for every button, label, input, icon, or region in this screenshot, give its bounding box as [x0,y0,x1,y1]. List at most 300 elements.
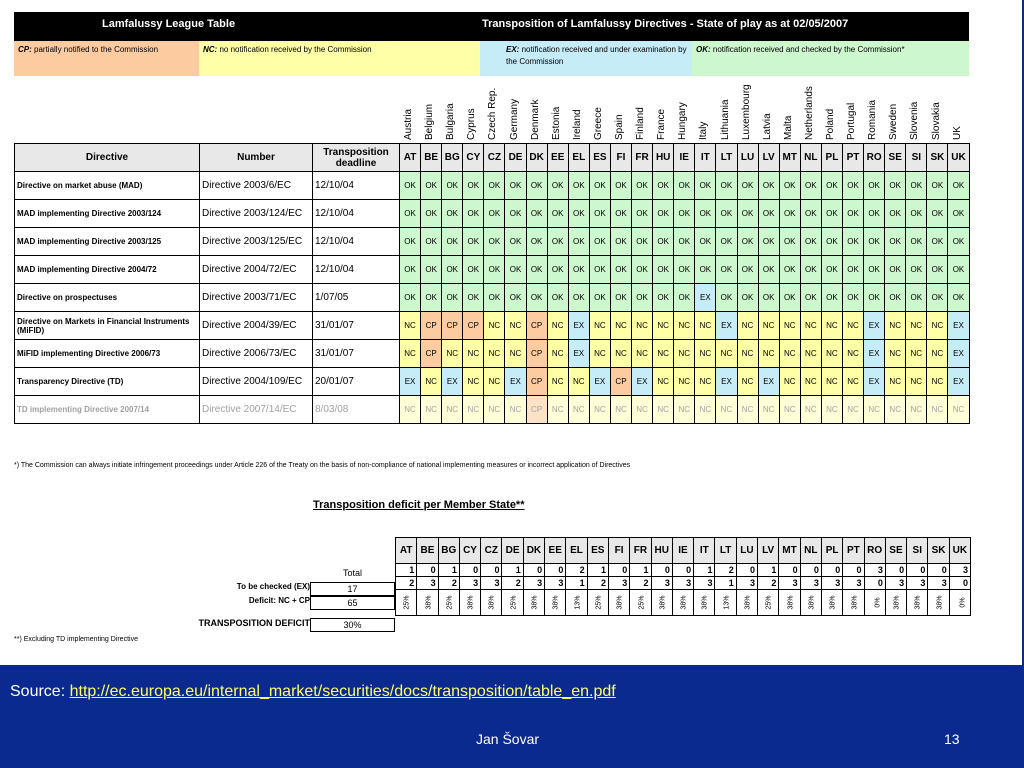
transposition-deadline: 1/07/05 [313,284,400,312]
status-cell: NC [800,312,821,340]
deficit-code: BG [438,538,459,564]
deficit-cell: 3 [928,577,949,590]
status-cell: NC [842,312,863,340]
deficit-cell: 3 [417,577,438,590]
status-cell: NC [653,368,674,396]
status-cell: OK [864,172,885,200]
status-cell: OK [610,228,631,256]
status-cell: NC [927,396,948,424]
directive-number: Directive 2003/125/EC [200,228,313,256]
status-cell: CP [610,368,631,396]
status-cell: OK [948,228,969,256]
deficit-cell: 3 [481,577,502,590]
status-cell: NC [632,340,653,368]
status-cell: NC [906,368,927,396]
deficit-code: DK [523,538,544,564]
status-cell: OK [505,284,526,312]
status-cell: OK [421,228,442,256]
status-cell: OK [906,172,927,200]
deficit-cell: 2 [396,577,417,590]
deficit-cell: 3 [864,564,885,577]
deficit-cell: 0 [672,564,693,577]
deficit-label: Deficit: NC + CP [248,596,310,605]
status-cell: OK [737,256,758,284]
status-cell: OK [526,228,547,256]
status-cell: NC [842,340,863,368]
footnote-excluding: **) Excluding TD implementing Directive [14,636,138,643]
deficit-table [395,537,971,616]
status-cell: OK [463,256,484,284]
directive-number: Directive 2004/39/EC [200,312,313,340]
deficit-code: IT [694,538,715,564]
status-cell: OK [821,228,842,256]
status-cell: NC [864,396,885,424]
transposition-deadline: 12/10/04 [313,256,400,284]
status-cell: NC [674,396,695,424]
deficit-code: CZ [481,538,502,564]
deficit-cell: 38% [545,590,566,616]
status-cell: OK [589,172,610,200]
deficit-cell: 1 [715,577,736,590]
directive-name: Directive on Markets in Financial Instruments (MiFID) [15,312,200,340]
directive-name: Directive on prospectuses [15,284,200,312]
deficit-cell: 25% [502,590,523,616]
source-link[interactable]: http://ec.europa.eu/internal_market/securities/docs/transposition/table_en.pdf [69,683,616,700]
deficit-total: 30% [310,618,395,632]
status-cell: NC [885,340,906,368]
status-cell: NC [674,340,695,368]
directive-name: MAD implementing Directive 2003/125 [15,228,200,256]
deficit-code: FI [608,538,629,564]
status-cell: EX [568,340,589,368]
deficit-cell: 38% [821,590,842,616]
status-cell: NC [610,340,631,368]
status-cell: OK [885,284,906,312]
legend-cp: CP: partially notified to the Commission [14,41,199,76]
table-row [15,396,970,424]
status-cell: OK [568,172,589,200]
status-cell: OK [779,284,800,312]
deficit-cell: 38% [907,590,928,616]
status-cell: OK [758,172,779,200]
deficit-cell: 2 [587,577,608,590]
status-cell: OK [674,172,695,200]
status-cell: OK [547,228,568,256]
status-cell: NC [779,396,800,424]
country-code-ee: EE [547,144,568,172]
deficit-cell: 3 [694,577,715,590]
status-cell: OK [610,256,631,284]
status-cell: OK [737,200,758,228]
deficit-cell: 0 [736,564,757,577]
status-cell: OK [716,172,737,200]
deficit-cell: 3 [885,577,906,590]
country-code-cy: CY [463,144,484,172]
table-row [15,368,970,396]
page-number: 13 [944,731,960,747]
status-cell: OK [442,200,463,228]
country-name: Ireland [571,109,583,140]
deficit-cell: 2 [630,577,651,590]
status-cell: NC [632,312,653,340]
deficit-cell: 3 [736,577,757,590]
transposition-deadline: 12/10/04 [313,200,400,228]
country-code-pt: PT [842,144,863,172]
status-cell: OK [547,256,568,284]
status-cell: OK [906,200,927,228]
deficit-cell: 25% [587,590,608,616]
status-cell: NC [906,340,927,368]
directive-number: Directive 2007/14/EC [200,396,313,424]
status-cell: OK [885,172,906,200]
status-cell: CP [421,312,442,340]
status-cell: OK [906,284,927,312]
deficit-cell: 0 [907,564,928,577]
status-cell: OK [610,284,631,312]
deficit-cell: 0 [949,577,970,590]
status-cell: EX [758,368,779,396]
footnote-infringement: *) The Commission can always initiate infringement proceedings under Article 226 of the Treaty on the basis of non-compliance of national implementing measures or incorrect application of Directives [14,462,631,469]
status-cell: NC [737,368,758,396]
deficit-label: TRANSPOSITION DEFICIT [198,618,310,628]
status-cell: OK [758,200,779,228]
status-cell: OK [716,284,737,312]
status-cell: OK [442,256,463,284]
deficit-cell: 0 [821,564,842,577]
country-name: Belgium [424,103,436,140]
status-cell: OK [906,256,927,284]
status-cell: OK [421,284,442,312]
status-cell: OK [400,200,421,228]
status-cell: NC [589,340,610,368]
deficit-cell: 3 [949,564,970,577]
status-cell: OK [758,284,779,312]
deficit-cell: 1 [396,564,417,577]
status-cell: OK [547,284,568,312]
country-name: Poland [825,108,836,140]
col-number: Number [200,144,313,172]
status-cell: OK [653,200,674,228]
status-cell: OK [589,256,610,284]
country-name: Czech Rep. [487,87,499,140]
deficit-label: To be checked (EX) [236,582,310,591]
deficit-cell: 3 [608,577,629,590]
deficit-cell: 38% [608,590,629,616]
status-cell: OK [589,284,610,312]
deficit-code: AT [396,538,417,564]
deficit-cell: 38% [779,590,800,616]
status-cell: OK [547,172,568,200]
deficit-cell: 0% [864,590,885,616]
status-cell: NC [653,396,674,424]
status-cell: NC [442,396,463,424]
status-cell: EX [442,368,463,396]
status-cell: OK [632,284,653,312]
legend-nc: NC: no notification received by the Commission [199,41,480,76]
status-cell: OK [948,172,969,200]
status-cell: NC [463,340,484,368]
status-cell: OK [716,228,737,256]
country-name: Portugal [846,102,858,140]
status-cell: NC [484,368,505,396]
country-code-uk: UK [948,144,969,172]
status-cell: NC [547,312,568,340]
status-cell: NC [716,340,737,368]
status-cell: OK [927,256,948,284]
status-cell: CP [526,340,547,368]
status-cell: NC [547,340,568,368]
status-cell: OK [632,228,653,256]
status-cell: NC [505,312,526,340]
country-name: Latvia [761,113,773,140]
country-name: Greece [592,107,604,140]
deficit-cell: 38% [459,590,480,616]
country-name: Hungary [677,102,689,140]
status-cell: OK [568,228,589,256]
deficit-total-header: Total [342,568,362,578]
directive-number: Directive 2003/6/EC [200,172,313,200]
deficit-cell: 25% [630,590,651,616]
status-cell: NC [842,396,863,424]
deficit-cell: 25% [396,590,417,616]
deficit-code: ES [587,538,608,564]
status-cell: OK [821,256,842,284]
deficit-total: 17 [310,582,395,596]
deficit-cell: 0 [928,564,949,577]
status-cell: NC [589,312,610,340]
status-cell: NC [948,396,969,424]
status-cell: OK [716,200,737,228]
status-cell: OK [421,200,442,228]
table-row [15,312,970,340]
status-cell: OK [400,228,421,256]
status-cell: OK [463,200,484,228]
status-cell: OK [505,256,526,284]
status-cell: NC [421,368,442,396]
country-name: Luxembourg [740,84,752,140]
deficit-code: NL [800,538,821,564]
deficit-cell: 0 [843,564,864,577]
status-cell: OK [505,228,526,256]
country-name: Denmark [529,99,541,140]
status-cell: NC [906,396,927,424]
status-cell: NC [547,396,568,424]
deficit-cell: 0 [651,564,672,577]
status-cell: OK [674,228,695,256]
deficit-cell: 0 [800,564,821,577]
deficit-code: HU [651,538,672,564]
deficit-cell: 1 [758,564,779,577]
directive-name: Directive on market abuse (MAD) [15,172,200,200]
deficit-cell: 38% [885,590,906,616]
status-cell: OK [526,256,547,284]
deficit-total: 65 [310,596,395,610]
status-cell: OK [526,200,547,228]
country-name: Austria [403,108,414,140]
status-cell: OK [800,228,821,256]
country-name: Slovakia [930,102,942,140]
status-cell: EX [716,312,737,340]
deficit-cell: 0 [459,564,480,577]
country-name: France [656,108,668,140]
status-cell: OK [632,172,653,200]
status-cell: OK [589,228,610,256]
status-cell: NC [442,340,463,368]
status-cell: OK [442,228,463,256]
deficit-cell: 38% [694,590,715,616]
deficit-cell: 0 [481,564,502,577]
transposition-deadline: 8/03/08 [313,396,400,424]
deficit-cell: 13% [715,590,736,616]
transposition-deadline: 31/01/07 [313,312,400,340]
status-cell: NC [800,340,821,368]
status-cell: NC [737,340,758,368]
status-cell: OK [484,228,505,256]
status-cell: OK [484,256,505,284]
deficit-cell: 38% [843,590,864,616]
status-cell: OK [400,256,421,284]
directive-number: Directive 2003/124/EC [200,200,313,228]
source-label: Source: [10,683,70,700]
status-cell: EX [864,312,885,340]
status-cell: OK [610,172,631,200]
country-code-ro: RO [864,144,885,172]
directive-number: Directive 2006/73/EC [200,340,313,368]
status-cell: NC [505,340,526,368]
deficit-code: EL [566,538,587,564]
country-name: Malta [782,115,794,140]
status-cell: OK [653,172,674,200]
deficit-cell: 0 [779,564,800,577]
status-cell: OK [779,200,800,228]
status-cell: EX [632,368,653,396]
status-cell: NC [779,340,800,368]
status-cell: OK [842,200,863,228]
legend-ex: EX: notification received and under examination by the Commission [480,41,692,76]
status-cell: NC [505,396,526,424]
deficit-cell: 2 [758,577,779,590]
deficit-cell: 38% [523,590,544,616]
deficit-cell: 0 [417,564,438,577]
status-cell: NC [547,368,568,396]
status-cell: NC [695,312,716,340]
status-cell: OK [400,172,421,200]
status-cell: OK [526,172,547,200]
deficit-cell: 2 [715,564,736,577]
status-cell: OK [674,284,695,312]
status-cell: EX [505,368,526,396]
country-code-si: SI [906,144,927,172]
table-row [15,284,970,312]
deficit-cell: 13% [566,590,587,616]
status-cell: OK [948,200,969,228]
col-deadline: Transposition deadline [313,144,400,172]
status-cell: EX [948,340,969,368]
status-cell: NC [737,312,758,340]
deficit-cell: 0 [523,564,544,577]
directive-number: Directive 2003/71/EC [200,284,313,312]
status-cell: NC [758,340,779,368]
status-cell: OK [463,284,484,312]
deficit-cell: 1 [694,564,715,577]
status-cell: OK [505,172,526,200]
table-row [15,340,970,368]
status-cell: OK [800,284,821,312]
status-cell: OK [758,256,779,284]
status-cell: OK [610,200,631,228]
status-cell: EX [948,368,969,396]
status-cell: CP [421,340,442,368]
deficit-code: LT [715,538,736,564]
status-cell: NC [695,368,716,396]
status-cell: OK [505,200,526,228]
deficit-cell: 1 [630,564,651,577]
deficit-cell: 38% [928,590,949,616]
table-row [15,172,970,200]
country-code-it: IT [695,144,716,172]
status-cell: OK [885,256,906,284]
deficit-code: LV [758,538,779,564]
status-cell: NC [463,396,484,424]
country-code-sk: SK [927,144,948,172]
deficit-cell: 1 [502,564,523,577]
status-cell: NC [779,368,800,396]
status-cell: NC [842,368,863,396]
status-cell: OK [800,172,821,200]
transposition-deadline: 12/10/04 [313,228,400,256]
status-cell: OK [842,172,863,200]
status-cell: NC [885,312,906,340]
country-code-nl: NL [800,144,821,172]
status-cell: OK [400,284,421,312]
country-code-de: DE [505,144,526,172]
status-cell: NC [821,368,842,396]
deficit-code: MT [779,538,800,564]
status-cell: OK [842,256,863,284]
country-name: Germany [508,98,520,140]
status-cell: EX [400,368,421,396]
status-cell: NC [695,340,716,368]
directive-number: Directive 2004/72/EC [200,256,313,284]
deficit-cell: 38% [736,590,757,616]
deficit-cell: 2 [438,577,459,590]
deficit-cell: 1 [438,564,459,577]
status-cell: OK [779,228,800,256]
status-cell: OK [674,256,695,284]
status-cell: OK [927,228,948,256]
status-cell: NC [610,312,631,340]
deficit-cell: 3 [672,577,693,590]
country-name: Estonia [550,106,562,140]
status-cell: CP [463,312,484,340]
country-code-at: AT [400,144,421,172]
status-cell: OK [821,172,842,200]
status-cell: NC [484,340,505,368]
status-cell: OK [948,284,969,312]
status-cell: OK [758,228,779,256]
deficit-code: DE [502,538,523,564]
directive-name: MAD implementing Directive 2003/124 [15,200,200,228]
status-cell: OK [800,256,821,284]
status-cell: EX [948,312,969,340]
status-cell: OK [653,256,674,284]
status-cell: NC [821,396,842,424]
status-cell: OK [484,172,505,200]
status-cell: OK [716,256,737,284]
status-cell: NC [779,312,800,340]
country-name: Italy [698,121,710,140]
directive-name: MAD implementing Directive 2004/72 [15,256,200,284]
